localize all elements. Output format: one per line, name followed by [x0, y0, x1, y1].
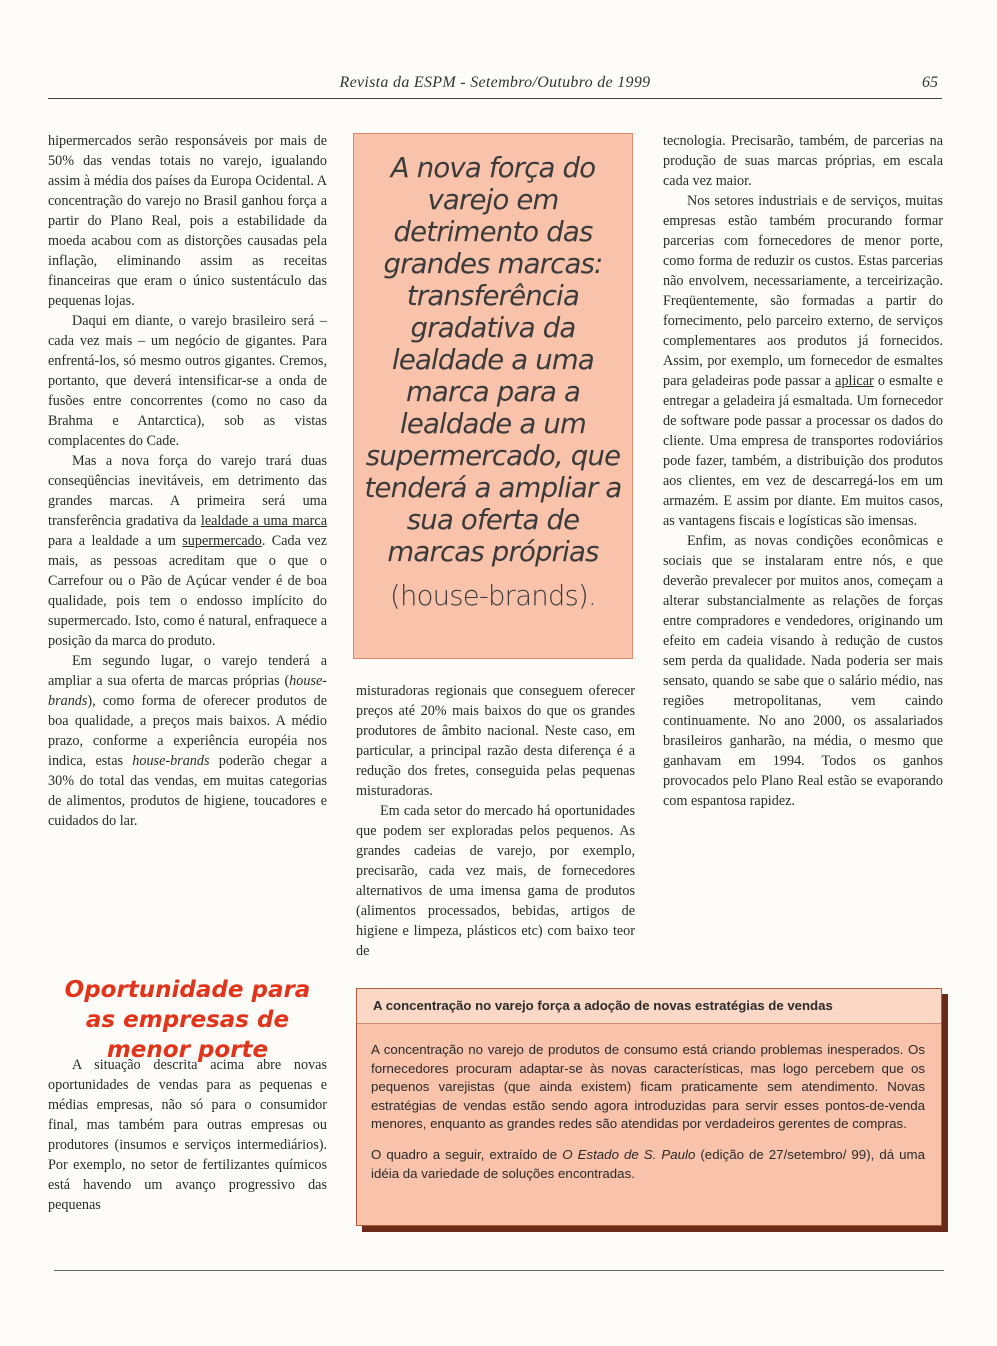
paragraph [663, 191, 943, 531]
column-2 [356, 681, 635, 961]
sidebar-box [356, 988, 942, 1226]
page-number: 65 [922, 74, 938, 91]
running-header [48, 74, 942, 99]
pull-quote-text: A nova força do varejo em detrimento das grandes marcas: transferência gradativa da lealdade a uma marca para a lealdade a um supermercado, que tenderá a ampliar a sua oferta de marcas próprias [364, 152, 622, 568]
column-1 [48, 131, 327, 831]
pull-quote-end: (house-brands). [390, 580, 596, 612]
text-run: . Cada vez mais, as pessoas acreditam que o que o Carrefour ou o Pão de Açúcar vender é de boa qualidade, pois tem o endosso implícito do supermercado. Isto, como é natural, enfraquece a posição da marca do produto. [48, 533, 327, 649]
italic-term: house-brands [48, 673, 327, 709]
column-3 [663, 131, 943, 811]
pull-quote [353, 133, 633, 659]
paragraph [48, 651, 327, 831]
paragraph [48, 451, 327, 651]
italic-term: house-brands [132, 753, 210, 769]
paragraph [371, 1146, 925, 1183]
section-heading: Oportunidade para as empresas de menor porte [64, 977, 311, 1063]
paragraph: A concentração no varejo de produtos de consumo está criando problemas inesperados. Os fornecedores procuram adaptar-se às novas características, mas logo percebem que os pequenos varejistas (que ainda existem) ficam praticamente sem atendimento. Novas estratégias de vendas estão sendo agora introduzidas para servir esses pontos-de-venda menores, enquanto as grandes redes são atendidas por verdadeiros gerentes de compras. [371, 1042, 925, 1132]
footer-rule [54, 1270, 944, 1271]
text-run: poderão chegar a 30% do total das vendas, em muitas categorias de alimentos, produtos de higiene, toucadores e cuidados do lar. [48, 753, 328, 829]
text-run: ), como forma de oferecer produtos de boa qualidade, a preços mais baixos. A médio prazo, conforme a experiência européia nos indica, estas [48, 693, 327, 769]
text-run: Nos setores industriais e de serviços, muitas empresas estão também procurando formar parcerias com fornecedores de menor porte, como forma de reduzir os custos. Estas parcerias não envolvem, necessariamente, a terceirização. Freqüentemente, são formadas a partir do fornecimento, pelo parceiro externo, de serviços complementares aos produtos já fornecidos. Assim, por exemplo, um fornecedor de esmaltes para geladeiras pode passar a [663, 193, 943, 389]
italic-term: O Estado de S. Paulo [562, 1146, 696, 1162]
paragraph: Daqui em diante, o varejo brasileiro será – cada vez mais – um negócio de gigantes. Para enfrentá-los, só mesmo outros gigantes. Cremos, portanto, que deverá intensificar-se a onda de fusões entre concorrentes (como no caso da Brahma e Antarctica), sob as vistas complacentes do Cade. [48, 313, 327, 449]
paragraph: hipermercados serão responsáveis por mais de 50% das vendas totais no varejo, igualando assim à média dos países da Europa Ocidental. A concentração do varejo no Brasil ganhou força a partir do Plano Real, pois a estabilidade da moeda acabou com as distorções causadas pela inflação, eliminando assim as receitas financeiras que eram o único sustentáculo das pequenas lojas. [48, 133, 327, 309]
paragraph: misturadoras regionais que conseguem oferecer preços até 20% mais baixos do que os grandes produtores de âmbito nacional. Neste caso, em particular, a principal razão desta diferença é a redução dos fretes, conseguida pelas pequenas misturadoras. [356, 683, 635, 799]
text-run: Em segundo lugar, o varejo tenderá a ampliar a sua oferta de marcas próprias ( [48, 653, 327, 689]
paragraph: Em cada setor do mercado há oportunidades que podem ser exploradas pelos pequenos. As grandes cadeias de varejo, por exemplo, precisarão, cada vez mais, de fornecedores alternativos de uma imensa gama de produtos (alimentos processados, bebidas, artigos de higiene e limpeza, plásticos etc) com baixo teor de [356, 803, 635, 959]
text-run: Mas a nova força do varejo trará duas conseqüências inevitáveis, em detrimento das grandes marcas. A primeira será uma transferência gradativa da [48, 453, 327, 529]
text-run: (edição de 27/setembro/ 99), dá uma idéia da variedade de soluções encontradas. [371, 1146, 925, 1181]
text-run: O quadro a seguir, extraído de [371, 1146, 563, 1162]
underlined-term: supermercado [182, 533, 262, 549]
box-title: A concentração no varejo força a adoção de novas estratégias de vendas [357, 989, 941, 1024]
underlined-term: aplicar [835, 373, 874, 389]
text-run: para a lealdade a um [48, 533, 183, 549]
section-column [48, 1055, 327, 1215]
text-run: o esmalte e entregar a geladeira já esmaltada. Um fornecedor de software pode passar a processar os dados do cliente. Uma empresa de transportes rodoviários pode fazer, também, a distribuição dos produtos aos clientes, em vez de descarregá-los em um armazém. E assim por diante. Em muitos casos, as vantagens fiscais e logísticas são imensas. [663, 373, 943, 529]
paragraph: A situação descrita acima abre novas oportunidades de vendas para as pequenas e médias empresas, não só para o consumidor final, mas também para outras empresas ou produtores (insumos e serviços intermediários). Por exemplo, no setor de fertilizantes químicos está havendo um avanço progressivo das pequenas [48, 1057, 327, 1213]
paragraph: Enfim, as novas condições econômicas e sociais que se instalaram entre nós, e que deverão prevalecer por muitos anos, começam a alterar substancialmente as relações de forças entre compradores e vendedores, originando um efeito em cadeia visando à redução de custos sem perda da qualidade. Nada poderia ser mais sensato, quando se sabe que o salário médio, nas regiões metropolitanas, vem caindo continuamente. No ano 2000, os assalariados brasileiros ganharão, na média, o mesmo que ganhavam em 1994. Todos os ganhos provocados pelo Plano Real estão se evaporando com espantosa rapidez. [663, 533, 943, 809]
underlined-term: lealdade a uma marca [200, 513, 327, 529]
journal-title: Revista da ESPM - Setembro/Outubro de 1999 [339, 74, 651, 91]
paragraph: tecnologia. Precisarão, também, de parcerias na produção de suas marcas próprias, em escala cada vez maior. [663, 133, 943, 189]
box-body [371, 1041, 925, 1195]
